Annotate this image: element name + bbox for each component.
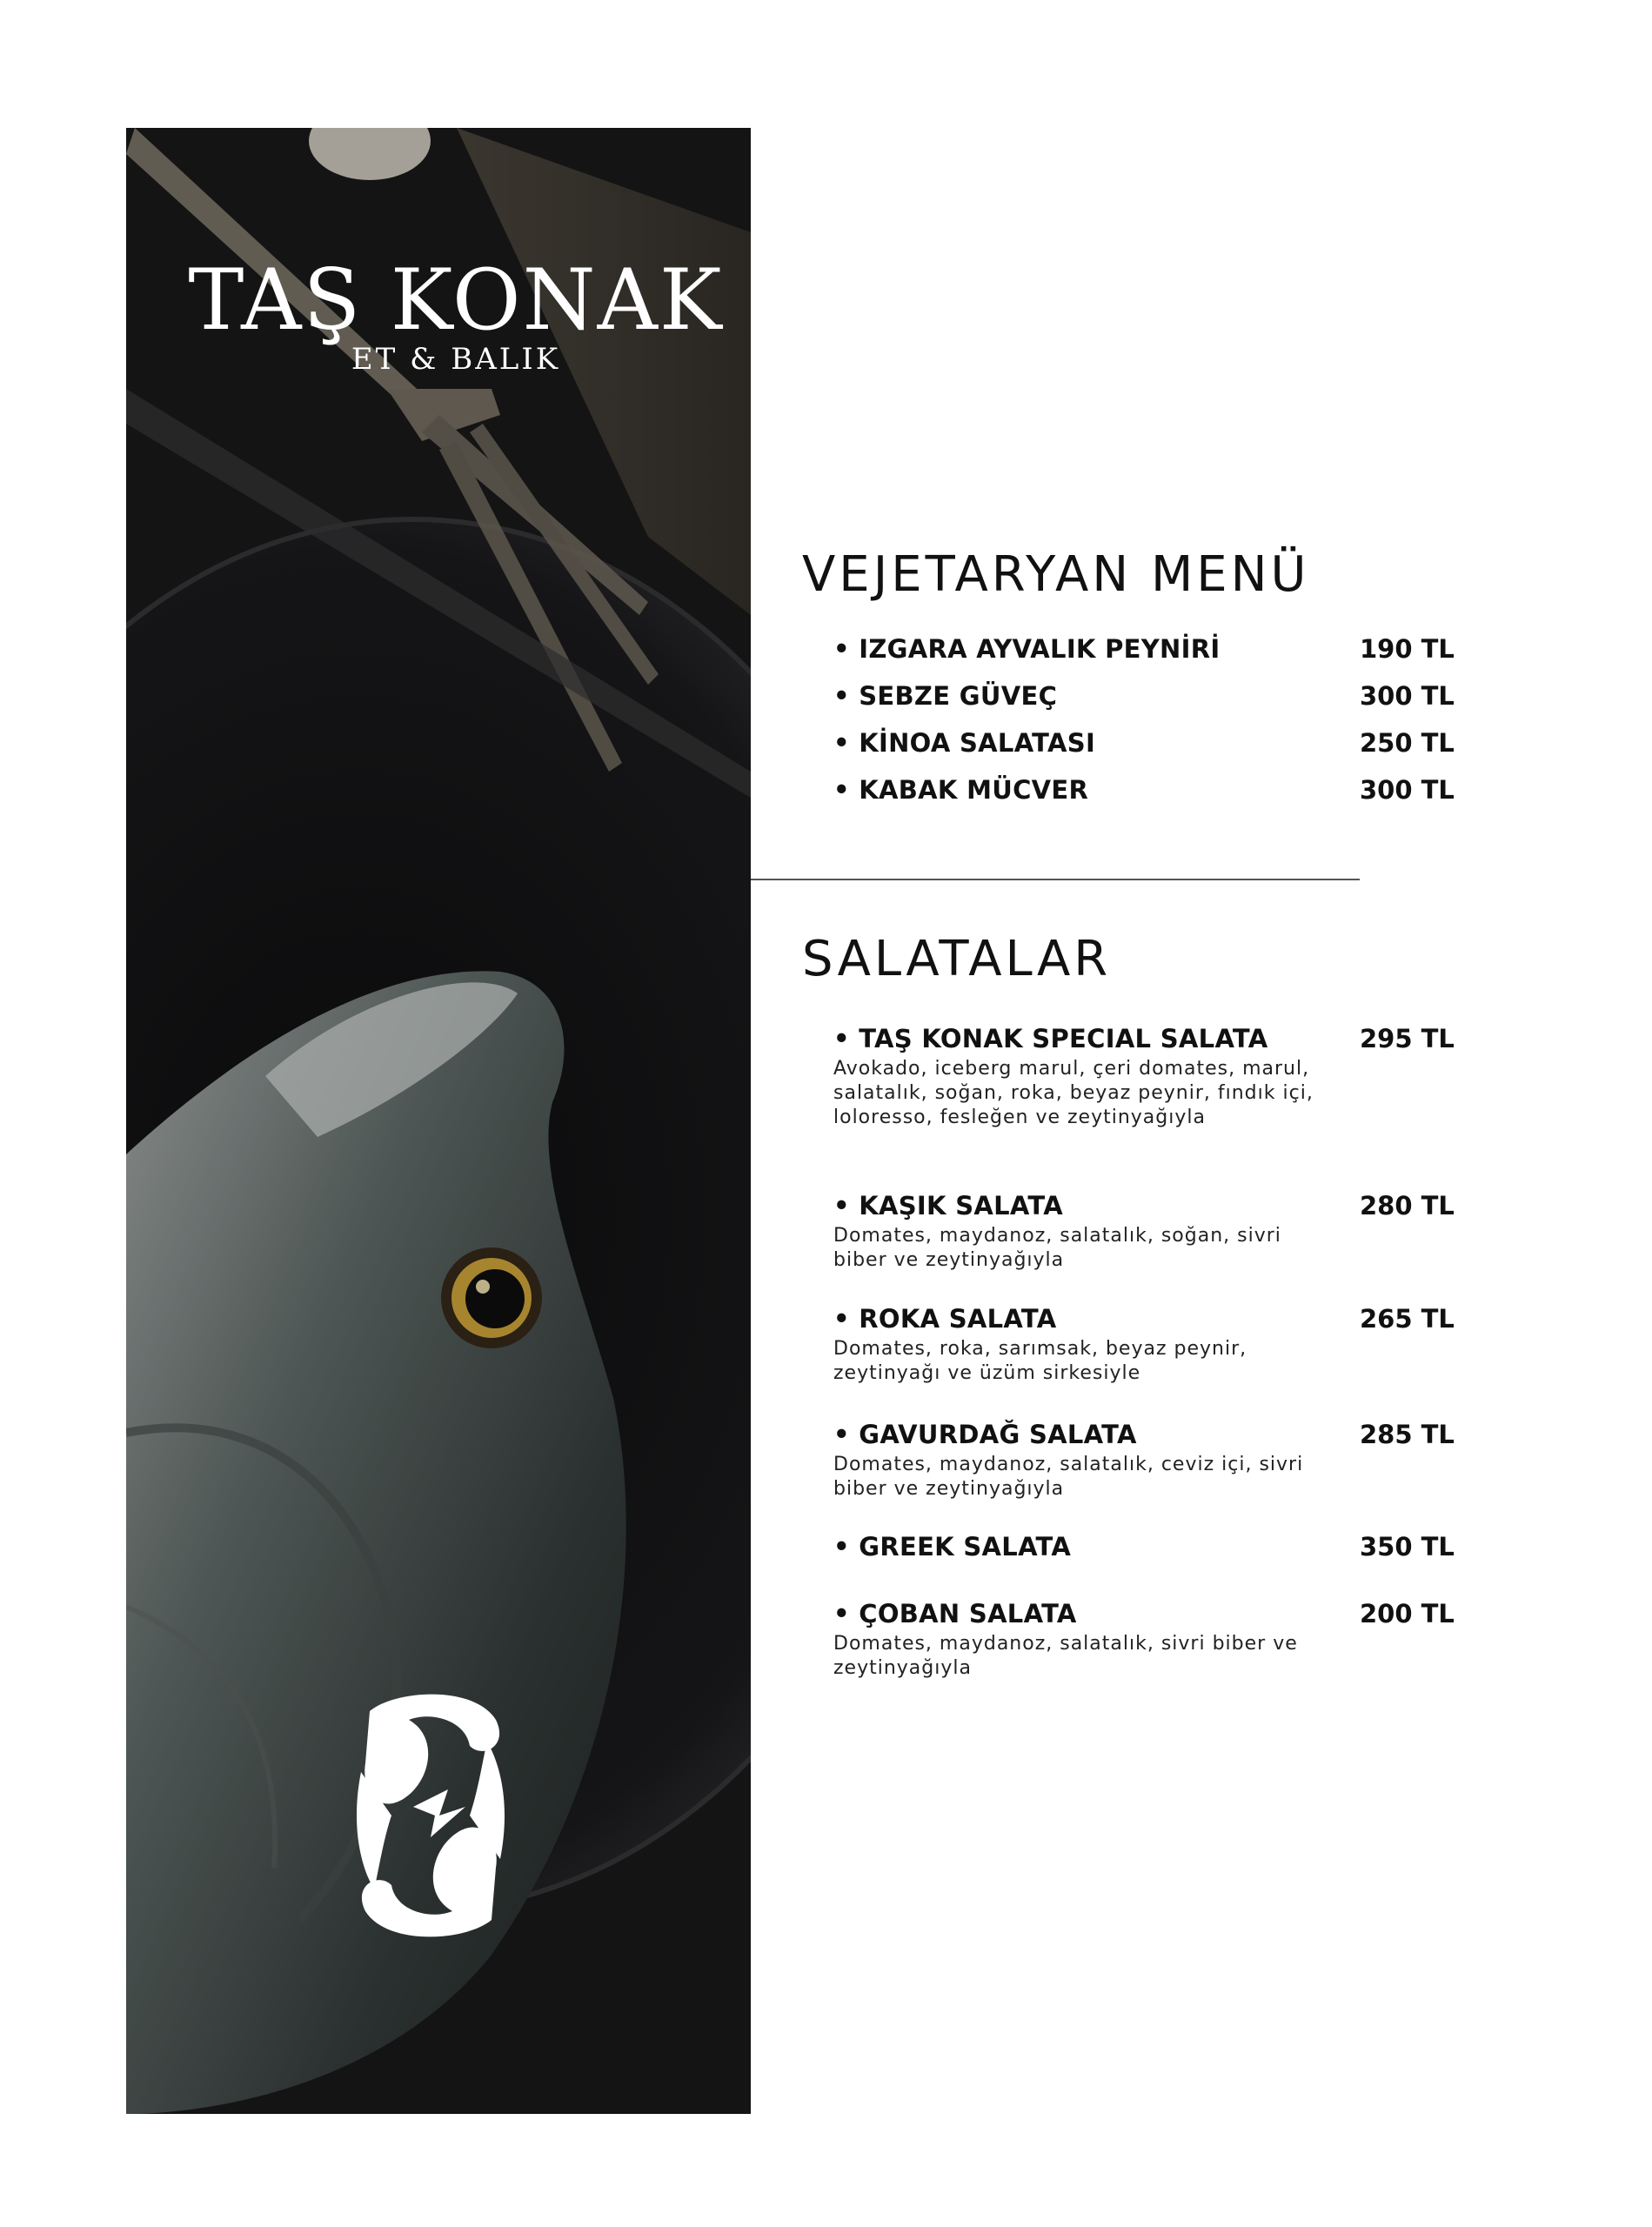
menu-item xyxy=(833,679,1460,726)
item-name: • IZGARA AYVALIK PEYNİRİ xyxy=(833,634,1221,664)
item-name: • SEBZE GÜVEÇ xyxy=(833,681,1058,711)
item-description: Domates, maydanoz, salatalık, ceviz içi, sivri biber ve zeytinyağıyla xyxy=(833,1454,1304,1500)
item-name: • TAŞ KONAK SPECIAL SALATA xyxy=(833,1024,1268,1053)
salata-item xyxy=(833,1530,1460,1563)
item-price: 250 TL xyxy=(1360,728,1455,758)
brand-subtitle: ET & BALIK xyxy=(351,342,561,377)
item-description: Domates, roka, sarımsak, beyaz peynir, zeytinyağı ve üzüm sirkesiyle xyxy=(833,1338,1247,1384)
section-title-vejetaryan: VEJETARYAN MENÜ xyxy=(802,546,1310,603)
hero-photo-panel xyxy=(126,128,751,2114)
salata-item xyxy=(833,1189,1460,1273)
item-price: 190 TL xyxy=(1360,634,1455,664)
menu-item xyxy=(833,1418,1460,1501)
vejetaryan-item-list xyxy=(833,632,1460,820)
brand-logo xyxy=(126,251,751,377)
item-price: 285 TL xyxy=(1360,1420,1455,1449)
item-description: Domates, maydanoz, salatalık, sivri biber ve zeytinyağıyla xyxy=(833,1633,1298,1679)
item-name: • ÇOBAN SALATA xyxy=(833,1599,1077,1628)
menu-item xyxy=(833,1530,1460,1563)
item-price: 300 TL xyxy=(1360,775,1455,805)
salata-item xyxy=(833,1418,1460,1501)
item-name: • KABAK MÜCVER xyxy=(833,775,1089,805)
menu-item xyxy=(833,1022,1460,1130)
menu-item xyxy=(833,632,1460,679)
section-divider xyxy=(751,879,1360,880)
salata-item xyxy=(833,1022,1460,1130)
section-title-salatalar: SALATALAR xyxy=(802,931,1112,987)
item-name: • KİNOA SALATASI xyxy=(833,728,1096,758)
menu-item xyxy=(833,1302,1460,1386)
item-price: 265 TL xyxy=(1360,1304,1455,1334)
item-price: 200 TL xyxy=(1360,1599,1455,1628)
item-description: Domates, maydanoz, salatalık, soğan, sivri biber ve zeytinyağıyla xyxy=(833,1225,1281,1271)
salata-item xyxy=(833,1597,1460,1681)
item-price: 280 TL xyxy=(1360,1191,1455,1221)
brand-name: TAŞ KONAK xyxy=(188,251,724,349)
salata-item xyxy=(833,1302,1460,1386)
item-price: 295 TL xyxy=(1360,1024,1455,1053)
item-price: 350 TL xyxy=(1360,1532,1455,1562)
menu-item xyxy=(833,773,1460,820)
menu-item xyxy=(833,1597,1460,1681)
fish-emblem-icon xyxy=(344,1685,518,1946)
item-name: • KAŞIK SALATA xyxy=(833,1191,1063,1221)
menu-item xyxy=(833,1189,1460,1273)
item-name: • ROKA SALATA xyxy=(833,1304,1057,1334)
item-description: Avokado, iceberg marul, çeri domates, marul, salatalık, soğan, roka, beyaz peynir, fındık içi, loloresso, fesleğen ve zeytinyağıyla xyxy=(833,1058,1314,1128)
item-name: • GAVURDAĞ SALATA xyxy=(833,1420,1137,1449)
item-name: • GREEK SALATA xyxy=(833,1532,1072,1562)
menu-item xyxy=(833,726,1460,773)
item-price: 300 TL xyxy=(1360,681,1455,711)
